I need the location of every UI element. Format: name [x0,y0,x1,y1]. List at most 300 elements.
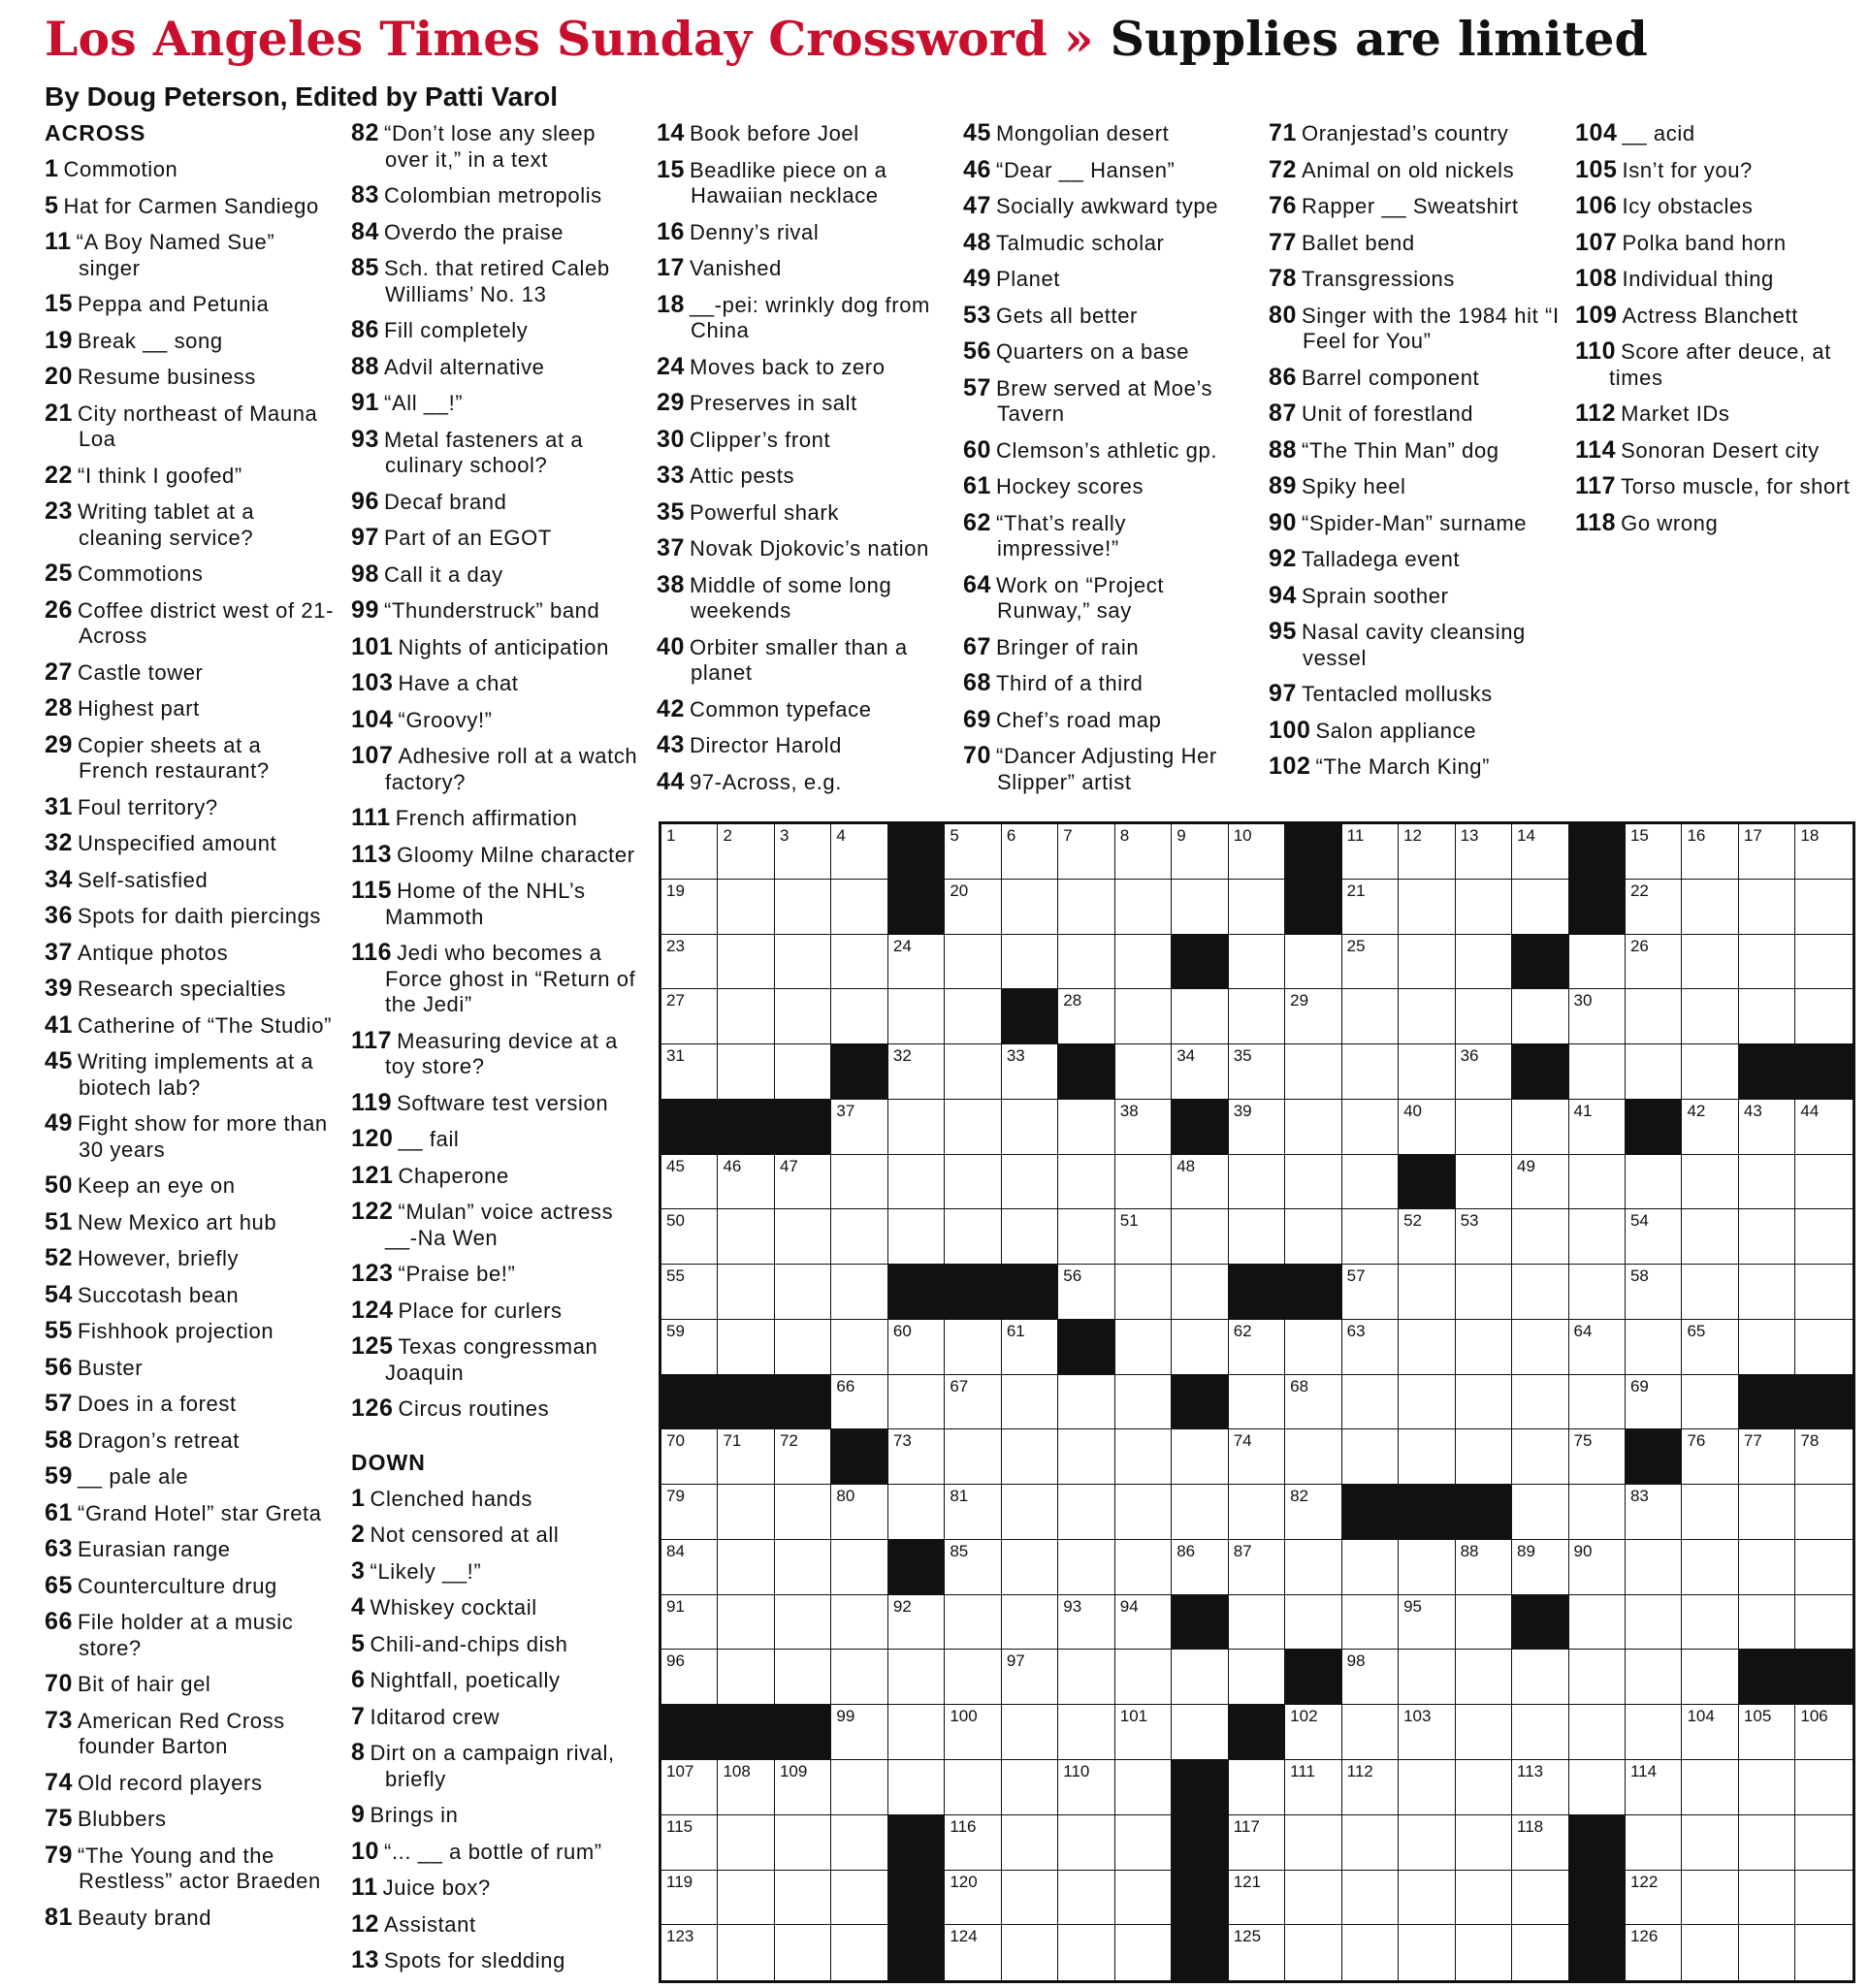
grid-cell[interactable] [1399,1429,1455,1485]
grid-cell[interactable] [1229,989,1285,1044]
grid-cell[interactable] [1002,1925,1058,1980]
grid-cell[interactable] [1285,1760,1341,1815]
grid-cell[interactable] [1739,1815,1795,1871]
grid-cell[interactable] [718,1760,774,1815]
grid-cell[interactable] [1569,935,1626,990]
grid-cell[interactable] [1795,1429,1852,1485]
grid-cell[interactable] [1739,1705,1795,1760]
grid-cell[interactable] [1569,989,1626,1044]
grid-cell[interactable] [1342,1540,1399,1595]
grid-cell[interactable] [1342,1375,1399,1430]
grid-cell[interactable] [1115,1705,1172,1760]
grid-cell[interactable] [1626,1705,1682,1760]
grid-cell[interactable] [1342,1100,1399,1155]
grid-cell[interactable] [1002,1705,1058,1760]
grid-cell[interactable] [1002,1595,1058,1651]
grid-cell[interactable] [1229,935,1285,990]
across-clue[interactable] [45,291,336,318]
grid-cell[interactable] [831,1871,887,1926]
grid-cell[interactable] [1058,1209,1114,1265]
grid-cell[interactable] [1456,989,1512,1044]
grid-cell[interactable] [1569,1485,1626,1540]
across-clue[interactable] [351,1395,642,1423]
grid-cell[interactable] [1342,1044,1399,1100]
down-clue[interactable] [963,230,1254,257]
grid-cell[interactable] [718,1044,774,1100]
grid-cell[interactable] [945,1540,1001,1595]
across-clue[interactable] [45,364,336,391]
grid-cell[interactable] [1512,1429,1568,1485]
grid-cell[interactable] [1626,1265,1682,1320]
grid-cell[interactable] [1682,1540,1738,1595]
down-clue[interactable] [1575,157,1856,184]
grid-cell[interactable] [1399,880,1455,935]
grid-cell[interactable] [1285,1595,1341,1651]
across-clue[interactable] [45,1905,336,1932]
grid-cell[interactable] [1342,989,1399,1044]
grid-cell[interactable] [1002,935,1058,990]
across-clue[interactable] [45,695,336,722]
grid-cell[interactable] [1512,1100,1568,1155]
grid-cell[interactable] [1285,1155,1341,1210]
down-clue[interactable] [1269,193,1560,220]
down-clue[interactable] [351,1522,642,1549]
down-clue[interactable] [1269,681,1560,708]
grid-cell[interactable] [831,989,887,1044]
grid-cell[interactable] [1285,1705,1341,1760]
grid-cell[interactable] [1399,1705,1455,1760]
down-clue[interactable] [657,120,948,147]
grid-cell[interactable] [1115,1429,1172,1485]
grid-cell[interactable] [1115,1925,1172,1980]
grid-cell[interactable] [1058,1705,1114,1760]
grid-cell[interactable] [1229,1650,1285,1705]
down-clue[interactable] [1575,401,1856,428]
grid-cell[interactable] [945,1815,1001,1871]
grid-cell[interactable] [1058,1155,1114,1210]
grid-cell[interactable] [888,1375,945,1430]
grid-cell[interactable] [1229,880,1285,935]
grid-cell[interactable] [831,1485,887,1540]
grid-cell[interactable] [888,1485,945,1540]
down-clue[interactable] [351,1558,642,1586]
grid-cell[interactable] [1739,1871,1795,1926]
grid-cell[interactable] [1682,1320,1738,1375]
grid-cell[interactable] [888,1429,945,1485]
grid-cell[interactable] [888,1595,945,1651]
across-clue[interactable] [351,354,642,381]
grid-cell[interactable] [1115,1100,1172,1155]
across-clue[interactable] [45,156,336,183]
grid-cell[interactable] [945,1925,1001,1980]
grid-cell[interactable] [831,1375,887,1430]
grid-cell[interactable] [831,1595,887,1651]
grid-cell[interactable] [1739,1925,1795,1980]
grid-cell[interactable] [1795,1815,1852,1871]
grid-cell[interactable] [1682,1815,1738,1871]
grid-cell[interactable] [1512,1485,1568,1540]
grid-cell[interactable] [1342,1650,1399,1705]
across-clue[interactable] [45,1671,336,1698]
grid-cell[interactable] [1229,1044,1285,1100]
grid-cell[interactable] [1795,935,1852,990]
grid-cell[interactable] [1172,1650,1228,1705]
grid-cell[interactable] [1115,1209,1172,1265]
grid-cell[interactable] [945,1155,1001,1210]
grid-cell[interactable] [1569,1375,1626,1430]
grid-cell[interactable] [1456,1815,1512,1871]
down-clue[interactable] [1269,619,1560,671]
across-clue[interactable] [351,597,642,625]
grid-cell[interactable] [1626,1375,1682,1430]
grid-cell[interactable] [1002,1155,1058,1210]
grid-cell[interactable] [1229,1320,1285,1375]
across-clue[interactable] [45,1609,336,1661]
grid-cell[interactable] [1002,1760,1058,1815]
grid-cell[interactable] [1002,1044,1058,1100]
across-clue[interactable] [45,193,336,220]
grid-cell[interactable] [1342,1815,1399,1871]
down-clue[interactable] [1575,510,1856,537]
across-clue[interactable] [351,390,642,417]
grid-cell[interactable] [1739,1595,1795,1651]
grid-cell[interactable] [718,1429,774,1485]
across-clue[interactable] [45,1110,336,1163]
grid-cell[interactable] [718,1155,774,1210]
down-clue[interactable] [351,1486,642,1513]
down-clue[interactable] [1269,401,1560,428]
grid-cell[interactable] [1285,1209,1341,1265]
down-clue[interactable] [1269,230,1560,257]
grid-cell[interactable] [1795,1705,1852,1760]
down-clue[interactable] [351,1594,642,1621]
grid-cell[interactable] [1399,1375,1455,1430]
down-clue[interactable] [657,157,948,209]
grid-cell[interactable] [945,1760,1001,1815]
grid-cell[interactable] [1739,1320,1795,1375]
grid-cell[interactable] [1002,1209,1058,1265]
grid-cell[interactable] [1569,1100,1626,1155]
grid-cell[interactable] [1002,1100,1058,1155]
down-clue[interactable] [657,390,948,417]
grid-cell[interactable] [661,1265,718,1320]
grid-cell[interactable] [1456,1155,1512,1210]
grid-cell[interactable] [775,1320,831,1375]
grid-cell[interactable] [945,824,1001,880]
grid-cell[interactable] [1512,1209,1568,1265]
grid-cell[interactable] [1512,1925,1568,1980]
grid-cell[interactable] [1626,1044,1682,1100]
grid-cell[interactable] [1626,1650,1682,1705]
grid-cell[interactable] [1456,1595,1512,1651]
grid-cell[interactable] [945,1209,1001,1265]
grid-cell[interactable] [1229,1760,1285,1815]
across-clue[interactable] [45,1172,336,1200]
grid-cell[interactable] [1626,989,1682,1044]
grid-cell[interactable] [775,1485,831,1540]
grid-cell[interactable] [1058,1760,1114,1815]
across-clue[interactable] [45,1770,336,1797]
grid-cell[interactable] [718,1540,774,1595]
grid-cell[interactable] [1002,1871,1058,1926]
grid-cell[interactable] [1058,1595,1114,1651]
grid-cell[interactable] [1739,1100,1795,1155]
grid-cell[interactable] [1399,1265,1455,1320]
across-clue[interactable] [351,219,642,246]
across-clue[interactable] [45,867,336,894]
down-clue[interactable] [351,1667,642,1694]
grid-cell[interactable] [1058,1650,1114,1705]
grid-cell[interactable] [775,1265,831,1320]
down-clue[interactable] [657,732,948,759]
grid-cell[interactable] [1285,1044,1341,1100]
grid-cell[interactable] [1512,1815,1568,1871]
grid-cell[interactable] [831,1155,887,1210]
across-clue[interactable] [45,1355,336,1382]
down-clue[interactable] [963,572,1254,625]
grid-cell[interactable] [718,1485,774,1540]
grid-cell[interactable] [831,1320,887,1375]
grid-cell[interactable] [831,880,887,935]
across-clue[interactable] [351,317,642,344]
down-clue[interactable] [963,193,1254,220]
grid-cell[interactable] [831,1265,887,1320]
grid-cell[interactable] [1285,989,1341,1044]
grid-cell[interactable] [1569,1705,1626,1760]
grid-cell[interactable] [1172,1155,1228,1210]
across-clue[interactable] [45,1245,336,1272]
across-clue[interactable] [45,659,336,687]
grid-cell[interactable] [1626,935,1682,990]
grid-cell[interactable] [1172,1540,1228,1595]
down-clue[interactable] [1269,754,1560,781]
grid-cell[interactable] [1115,1815,1172,1871]
grid-cell[interactable] [1682,1925,1738,1980]
grid-cell[interactable] [1456,1705,1512,1760]
down-clue[interactable] [351,1740,642,1792]
grid-cell[interactable] [1512,880,1568,935]
grid-cell[interactable] [1795,1320,1852,1375]
across-clue[interactable] [45,1806,336,1833]
grid-cell[interactable] [1229,1540,1285,1595]
grid-cell[interactable] [1058,1429,1114,1485]
grid-cell[interactable] [1342,1760,1399,1815]
grid-cell[interactable] [1795,1595,1852,1651]
down-clue[interactable] [963,266,1254,293]
down-clue[interactable] [963,634,1254,661]
down-clue[interactable] [1269,157,1560,184]
down-clue[interactable] [657,354,948,381]
grid-cell[interactable] [1682,1265,1738,1320]
down-clue[interactable] [963,707,1254,734]
down-clue[interactable] [963,338,1254,366]
grid-cell[interactable] [1682,1595,1738,1651]
grid-cell[interactable] [1569,1320,1626,1375]
across-clue[interactable] [351,805,642,832]
grid-cell[interactable] [1229,1595,1285,1651]
grid-cell[interactable] [1342,1871,1399,1926]
grid-cell[interactable] [1682,880,1738,935]
grid-cell[interactable] [1399,1320,1455,1375]
down-clue[interactable] [1269,365,1560,392]
grid-cell[interactable] [1399,824,1455,880]
grid-cell[interactable] [1115,1155,1172,1210]
grid-cell[interactable] [1682,1209,1738,1265]
across-clue[interactable] [351,670,642,697]
grid-cell[interactable] [718,1320,774,1375]
grid-cell[interactable] [718,1265,774,1320]
grid-cell[interactable] [1342,1209,1399,1265]
grid-cell[interactable] [1569,1155,1626,1210]
grid-cell[interactable] [1172,1705,1228,1760]
grid-cell[interactable] [1285,1871,1341,1926]
grid-cell[interactable] [1058,1925,1114,1980]
grid-cell[interactable] [1682,989,1738,1044]
down-clue[interactable] [657,769,948,796]
grid-cell[interactable] [888,1760,945,1815]
grid-cell[interactable] [1115,824,1172,880]
across-clue[interactable] [45,498,336,551]
down-clue[interactable] [657,572,948,625]
down-clue[interactable] [1575,230,1856,257]
grid-cell[interactable] [1626,1871,1682,1926]
grid-cell[interactable] [1115,1044,1172,1100]
grid-cell[interactable] [775,1595,831,1651]
grid-cell[interactable] [1115,1320,1172,1375]
grid-cell[interactable] [1512,1540,1568,1595]
grid-cell[interactable] [661,1320,718,1375]
grid-cell[interactable] [945,880,1001,935]
grid-cell[interactable] [1342,824,1399,880]
grid-cell[interactable] [1569,1650,1626,1705]
grid-cell[interactable] [661,880,718,935]
grid-cell[interactable] [1058,935,1114,990]
down-clue[interactable] [1269,437,1560,465]
grid-cell[interactable] [1342,1265,1399,1320]
grid-cell[interactable] [1456,1540,1512,1595]
grid-cell[interactable] [888,1209,945,1265]
grid-cell[interactable] [1342,1320,1399,1375]
grid-cell[interactable] [1739,1540,1795,1595]
across-clue[interactable] [351,940,642,1018]
grid-cell[interactable] [1115,1595,1172,1651]
down-clue[interactable] [351,1947,642,1974]
grid-cell[interactable] [1682,1155,1738,1210]
down-clue[interactable] [657,427,948,454]
grid-cell[interactable] [1342,1595,1399,1651]
grid-cell[interactable] [1229,1485,1285,1540]
across-clue[interactable] [351,1126,642,1153]
grid-cell[interactable] [1399,1650,1455,1705]
across-clue[interactable] [351,1163,642,1190]
grid-cell[interactable] [661,935,718,990]
grid-cell[interactable] [1229,1815,1285,1871]
across-clue[interactable] [45,1391,336,1418]
across-clue[interactable] [45,229,336,281]
down-clue[interactable] [1575,303,1856,330]
across-clue[interactable] [45,794,336,821]
grid-cell[interactable] [945,935,1001,990]
down-clue[interactable] [351,1802,642,1829]
grid-cell[interactable] [1626,1595,1682,1651]
across-clue[interactable] [351,842,642,869]
grid-cell[interactable] [1229,1429,1285,1485]
grid-cell[interactable] [1795,989,1852,1044]
grid-cell[interactable] [1795,1925,1852,1980]
across-clue[interactable] [351,1090,642,1117]
across-clue[interactable] [45,1048,336,1101]
across-clue[interactable] [45,903,336,930]
grid-cell[interactable] [945,1705,1001,1760]
grid-cell[interactable] [1456,1265,1512,1320]
grid-cell[interactable] [661,1650,718,1705]
grid-cell[interactable] [1172,880,1228,935]
grid-cell[interactable] [1399,1815,1455,1871]
grid-cell[interactable] [1512,1760,1568,1815]
grid-cell[interactable] [1739,1760,1795,1815]
grid-cell[interactable] [1569,1429,1626,1485]
across-clue[interactable] [45,1708,336,1760]
grid-cell[interactable] [1569,1209,1626,1265]
grid-cell[interactable] [718,1595,774,1651]
grid-cell[interactable] [888,1320,945,1375]
across-clue[interactable] [45,597,336,650]
across-clue[interactable] [351,743,642,795]
grid-cell[interactable] [1115,1760,1172,1815]
grid-cell[interactable] [1002,1650,1058,1705]
grid-cell[interactable] [1626,1155,1682,1210]
grid-cell[interactable] [1002,1320,1058,1375]
down-clue[interactable] [657,463,948,490]
grid-cell[interactable] [1626,880,1682,935]
grid-cell[interactable] [831,1540,887,1595]
grid-cell[interactable] [945,1375,1001,1430]
grid-cell[interactable] [1115,1265,1172,1320]
grid-cell[interactable] [1115,880,1172,935]
across-clue[interactable] [351,561,642,589]
across-clue[interactable] [45,328,336,355]
grid-cell[interactable] [1512,1155,1568,1210]
grid-cell[interactable] [888,1705,945,1760]
grid-cell[interactable] [1399,989,1455,1044]
grid-cell[interactable] [1739,989,1795,1044]
across-clue[interactable] [45,1536,336,1563]
grid-cell[interactable] [1456,1320,1512,1375]
across-clue[interactable] [351,1261,642,1288]
grid-cell[interactable] [1569,1540,1626,1595]
grid-cell[interactable] [1058,1540,1114,1595]
down-clue[interactable] [1575,338,1856,391]
grid-cell[interactable] [1229,824,1285,880]
grid-cell[interactable] [1795,824,1852,880]
across-clue[interactable] [351,707,642,734]
grid-cell[interactable] [1399,1540,1455,1595]
grid-cell[interactable] [1739,1265,1795,1320]
grid-cell[interactable] [1172,1320,1228,1375]
grid-cell[interactable] [775,1650,831,1705]
grid-cell[interactable] [945,1320,1001,1375]
grid-cell[interactable] [1682,1760,1738,1815]
grid-cell[interactable] [1512,824,1568,880]
down-clue[interactable] [1575,120,1856,147]
grid-cell[interactable] [1285,1100,1341,1155]
grid-cell[interactable] [661,824,718,880]
grid-cell[interactable] [1682,1375,1738,1430]
grid-cell[interactable] [718,1815,774,1871]
grid-cell[interactable] [1172,1485,1228,1540]
grid-cell[interactable] [1115,1871,1172,1926]
grid-cell[interactable] [1229,1100,1285,1155]
